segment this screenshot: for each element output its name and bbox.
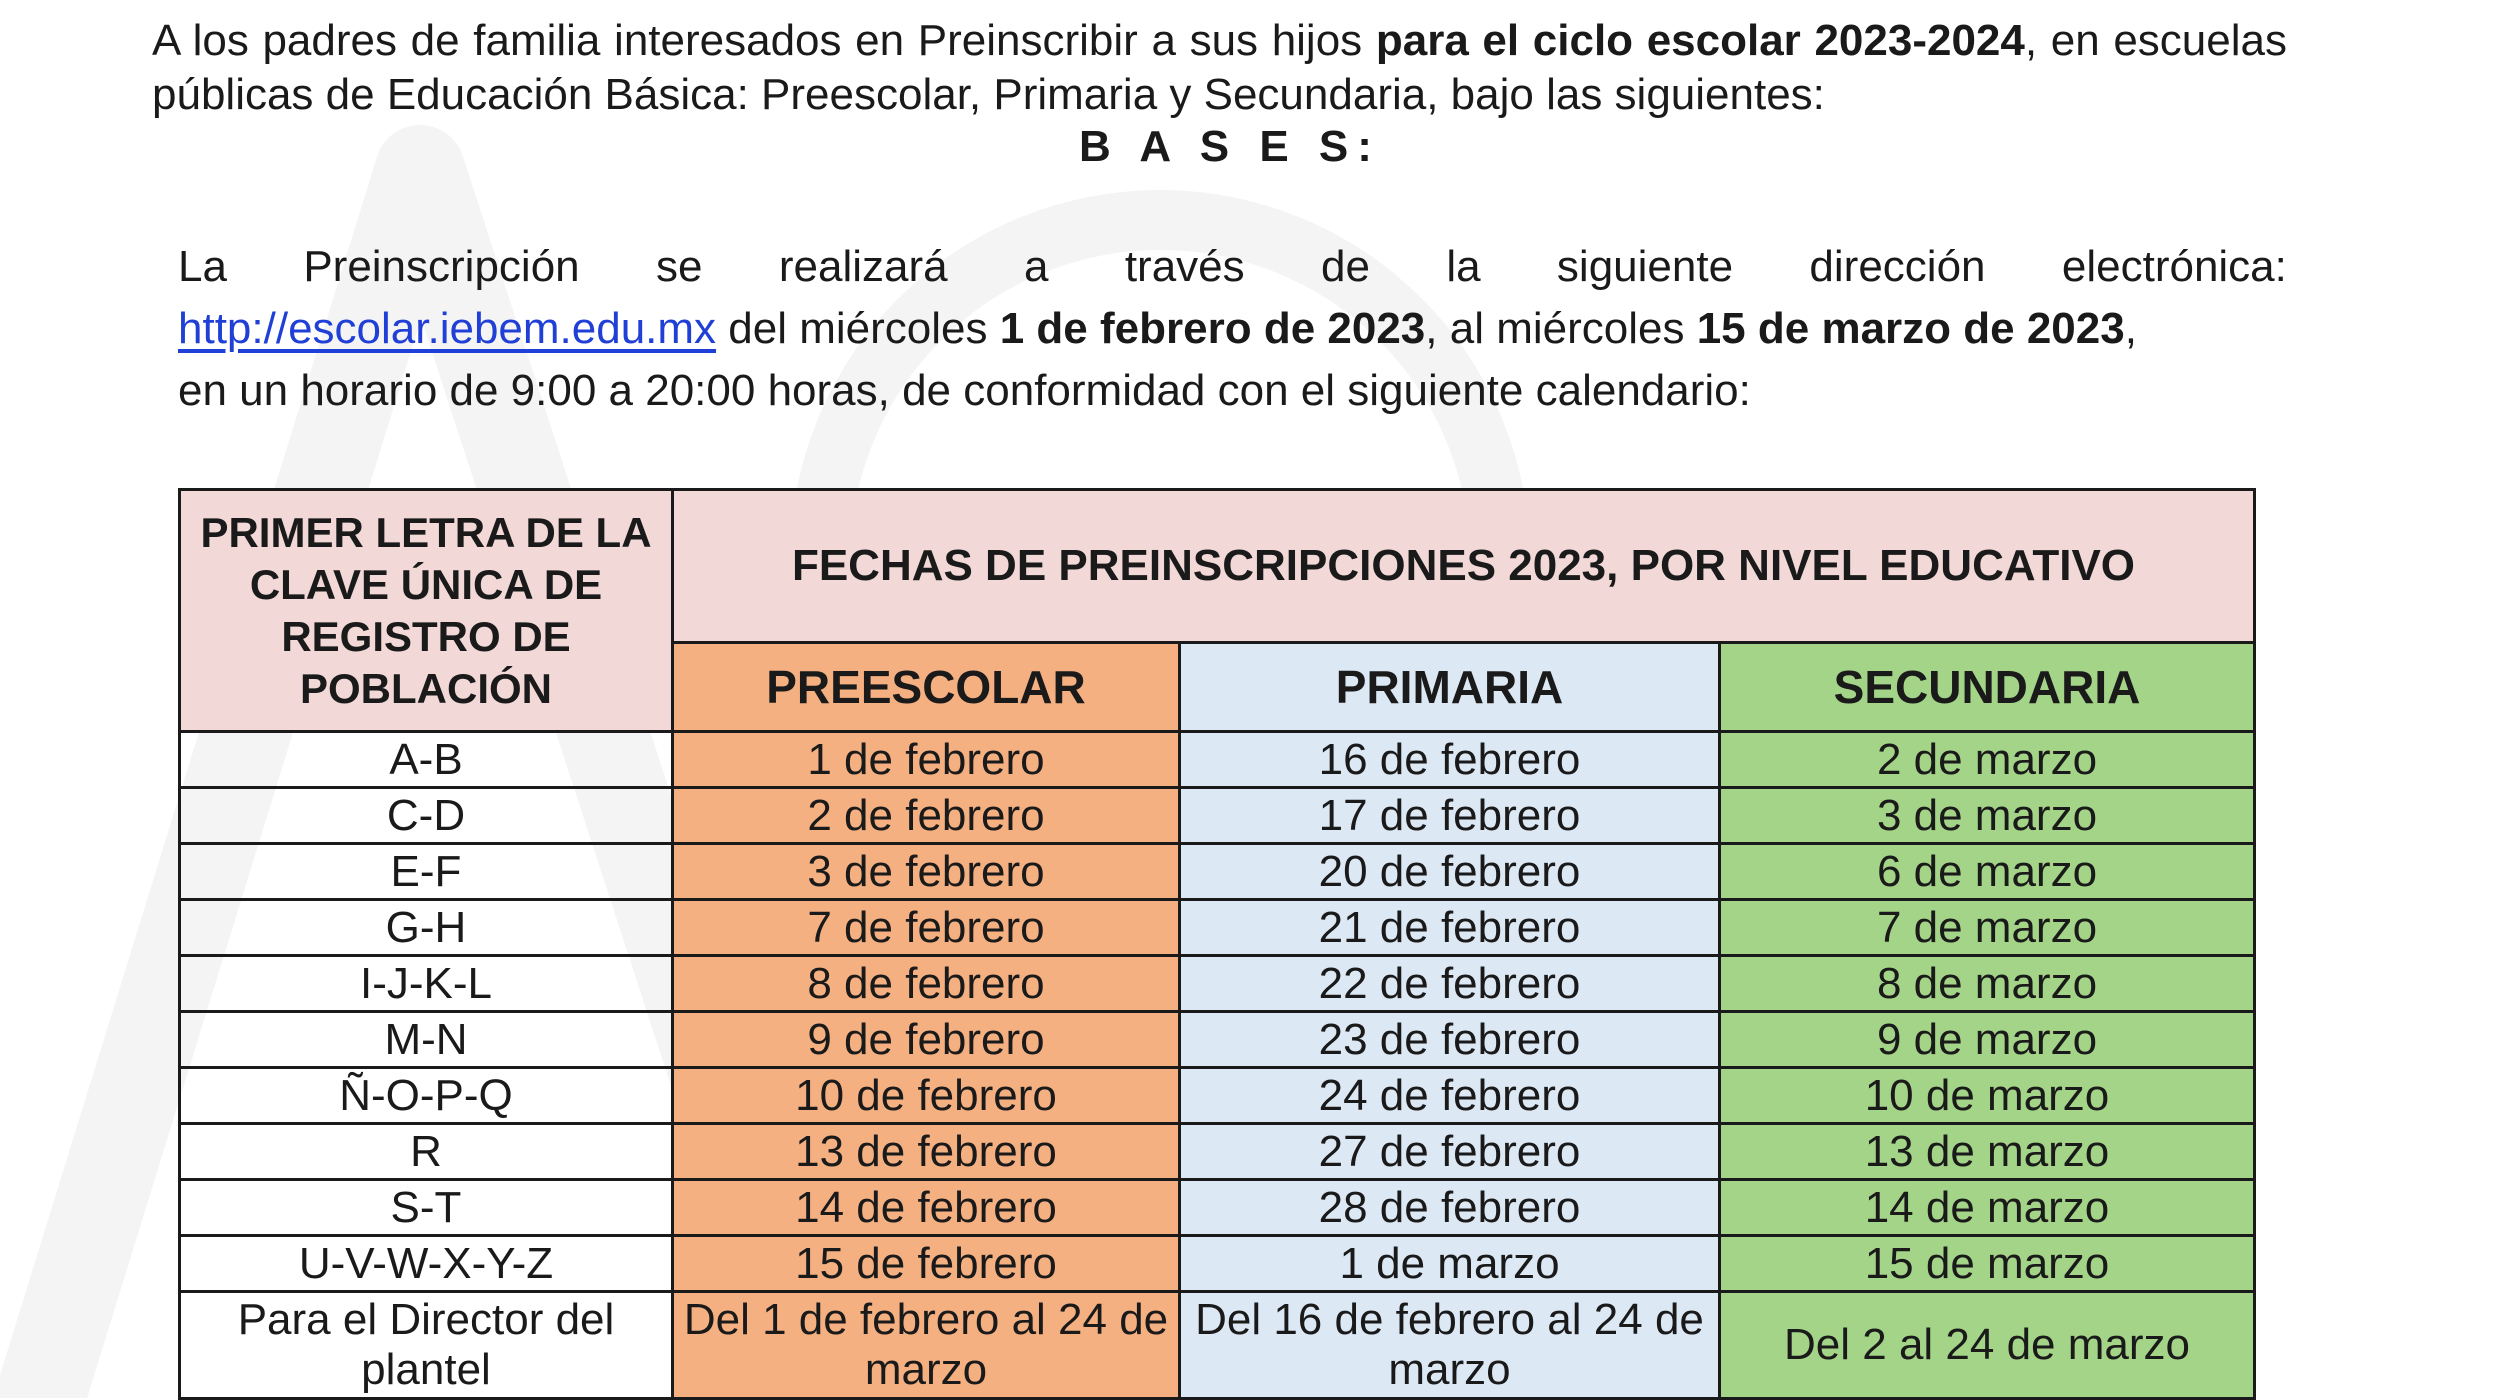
paragraph-word: siguiente: [1556, 242, 1734, 291]
text-comma: ,: [2124, 304, 2137, 353]
preescolar-date-cell: 3 de febrero: [673, 844, 1180, 900]
curp-letters-cell: M-N: [180, 1012, 673, 1068]
table-row: [180, 1236, 2255, 1292]
text-from: del miércoles: [716, 304, 1000, 353]
curp-letters-cell: I-J-K-L: [180, 956, 673, 1012]
primaria-date-cell: 1 de marzo: [1180, 1236, 1720, 1292]
intro-text-start: A los padres de familia interesados en Preinscribir a sus hijos: [152, 16, 1376, 65]
director-label-cell: Para el Director del plantel: [180, 1292, 673, 1399]
director-preescolar-cell: Del 1 de febrero al 24 de marzo: [673, 1292, 1180, 1399]
secundaria-date-cell: 14 de marzo: [1720, 1180, 2255, 1236]
primaria-header: PRIMARIA: [1180, 643, 1720, 732]
secundaria-date-cell: 7 de marzo: [1720, 900, 2255, 956]
preescolar-date-cell: 2 de febrero: [673, 788, 1180, 844]
curp-letters-cell: S-T: [180, 1180, 673, 1236]
preescolar-date-cell: 8 de febrero: [673, 956, 1180, 1012]
preescolar-date-cell: 15 de febrero: [673, 1236, 1180, 1292]
paragraph-word: se: [656, 242, 703, 291]
secundaria-date-cell: 6 de marzo: [1720, 844, 2255, 900]
text-to: , al miércoles: [1425, 304, 1697, 353]
director-primaria-cell: Del 16 de febrero al 24 de marzo: [1180, 1292, 1720, 1399]
preescolar-date-cell: 14 de febrero: [673, 1180, 1180, 1236]
preescolar-date-cell: 13 de febrero: [673, 1124, 1180, 1180]
primaria-date-cell: 17 de febrero: [1180, 788, 1720, 844]
preescolar-date-cell: 7 de febrero: [673, 900, 1180, 956]
paragraph-word: realizará: [778, 242, 948, 291]
preescolar-date-cell: 9 de febrero: [673, 1012, 1180, 1068]
date-start: 1 de febrero de 2023: [999, 304, 1426, 353]
dates-main-header: FECHAS DE PREINSCRIPCIONES 2023, POR NIVEL EDUCATIVO: [673, 490, 2255, 643]
paragraph-word: través: [1124, 242, 1245, 291]
curp-letters-cell: E-F: [180, 844, 673, 900]
director-secundaria-cell: Del 2 al 24 de marzo: [1720, 1292, 2255, 1399]
table-row: [180, 1124, 2255, 1180]
primaria-date-cell: 23 de febrero: [1180, 1012, 1720, 1068]
bases-title: B A S E S:: [1079, 122, 1381, 171]
secundaria-date-cell: 9 de marzo: [1720, 1012, 2255, 1068]
preinscription-calendar-table: [178, 488, 2256, 1400]
paragraph-word: de: [1321, 242, 1370, 291]
intro-text-end: , en escuelas públicas de Educación Básica: Preescolar, Primaria y Secundaria, bajo las siguientes:: [152, 16, 2287, 119]
primaria-date-cell: 27 de febrero: [1180, 1124, 1720, 1180]
paragraph-line-1: [178, 236, 2287, 298]
paragraph-line-2: [178, 298, 2287, 360]
curp-letters-cell: C-D: [180, 788, 673, 844]
primaria-date-cell: 28 de febrero: [1180, 1180, 1720, 1236]
secundaria-date-cell: 13 de marzo: [1720, 1124, 2255, 1180]
table-row: [180, 1068, 2255, 1124]
secundaria-date-cell: 10 de marzo: [1720, 1068, 2255, 1124]
secundaria-header: SECUNDARIA: [1720, 643, 2255, 732]
preescolar-date-cell: 1 de febrero: [673, 732, 1180, 788]
table-row: [180, 900, 2255, 956]
primaria-date-cell: 22 de febrero: [1180, 956, 1720, 1012]
primaria-date-cell: 21 de febrero: [1180, 900, 1720, 956]
paragraph-word: la: [1446, 242, 1481, 291]
table-row: [180, 1180, 2255, 1236]
paragraph-word: dirección: [1809, 242, 1986, 291]
curp-letters-cell: U-V-W-X-Y-Z: [180, 1236, 673, 1292]
secundaria-date-cell: 8 de marzo: [1720, 956, 2255, 1012]
table-row: [180, 1012, 2255, 1068]
curp-letters-cell: G-H: [180, 900, 673, 956]
preinscription-link[interactable]: http://escolar.iebem.edu.mx: [178, 304, 717, 353]
preinscription-paragraph: [178, 236, 2287, 422]
curp-letters-cell: A-B: [180, 732, 673, 788]
preescolar-header: PREESCOLAR: [673, 643, 1180, 732]
table-row: [180, 956, 2255, 1012]
primaria-date-cell: 20 de febrero: [1180, 844, 1720, 900]
table-row: [180, 732, 2255, 788]
table-row: [180, 788, 2255, 844]
paragraph-word: a: [1023, 242, 1049, 291]
curp-letters-cell: R: [180, 1124, 673, 1180]
secundaria-date-cell: 15 de marzo: [1720, 1236, 2255, 1292]
paragraph-word: La: [178, 242, 227, 291]
intro-cycle-bold: para el ciclo escolar 2023-2024: [1375, 16, 2025, 65]
primaria-date-cell: 16 de febrero: [1180, 732, 1720, 788]
secundaria-date-cell: 2 de marzo: [1720, 732, 2255, 788]
primaria-date-cell: 24 de febrero: [1180, 1068, 1720, 1124]
curp-letters-cell: Ñ-O-P-Q: [180, 1068, 673, 1124]
table-row: [180, 844, 2255, 900]
preescolar-date-cell: 10 de febrero: [673, 1068, 1180, 1124]
date-end: 15 de marzo de 2023: [1696, 304, 2125, 353]
paragraph-word: electrónica:: [2061, 242, 2287, 291]
paragraph-word: Preinscripción: [303, 242, 580, 291]
curp-letter-header: PRIMER LETRA DE LA CLAVE ÚNICA DE REGISTRO DE POBLACIÓN: [180, 490, 673, 732]
paragraph-line-3: en un horario de 9:00 a 20:00 horas, de conformidad con el siguiente calendario:: [178, 366, 1751, 415]
intro-paragraph: [152, 14, 2287, 122]
director-row: [180, 1292, 2255, 1399]
secundaria-date-cell: 3 de marzo: [1720, 788, 2255, 844]
